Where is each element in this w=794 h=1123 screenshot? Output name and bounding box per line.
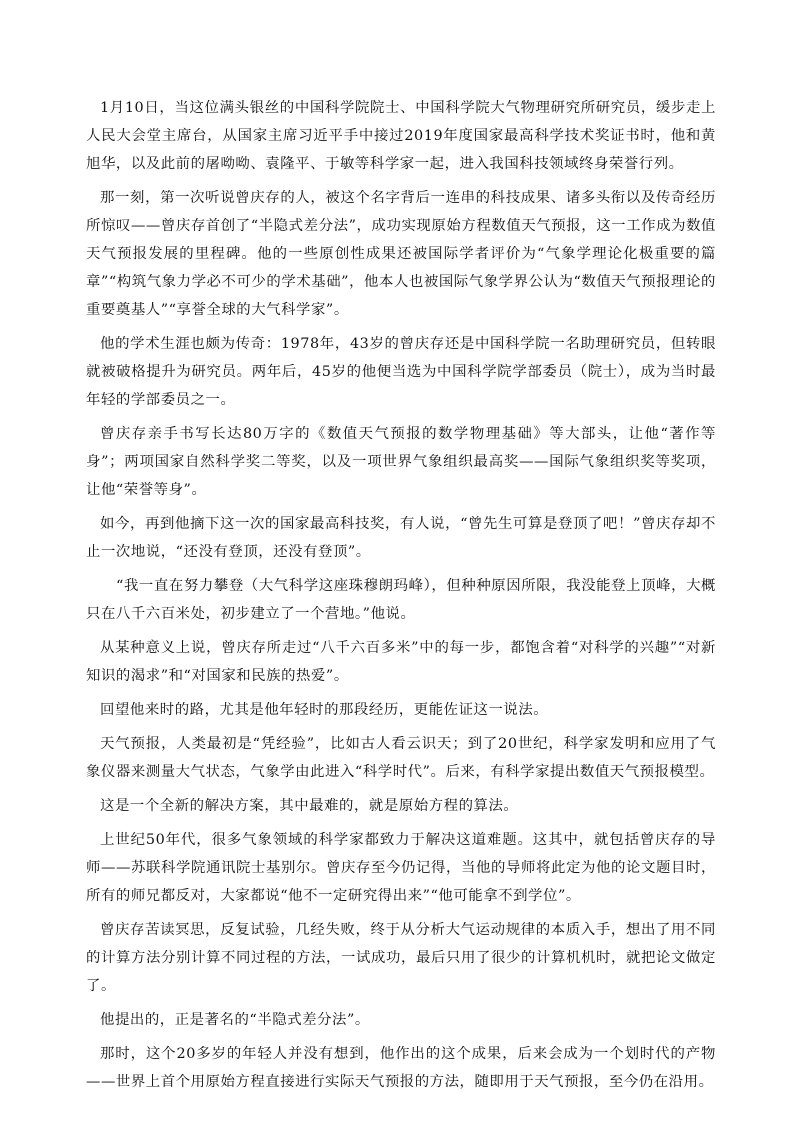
paragraph: 他的学术生涯也颇为传奇：1978年，43岁的曾庆存还是中国科学院一名助理研究员，但转眼就被破格提升为研究员。两年后，45岁的他便当选为中国科学院学部委员（院士），成为当时最年轻的学部委员之一。 [86,336,716,408]
paragraph: 从某种意义上说，曾庆存所走过“八千六百多米”中的每一步，都饱含着“对科学的兴趣”“对新知识的渴求”和“对国家和民族的热爱”。 [86,640,716,684]
paragraph: 如今，再到他摘下这一次的国家最高科技奖，有人说，“曾先生可算是登顶了吧！”曾庆存却不止一次地说，“还没有登顶，还没有登顶”。 [86,516,716,560]
paragraph: 曾庆存苦读冥思，反复试验，几经失败，终于从分析大气运动规律的本质入手，想出了用不同的计算方法分别计算不同过程的方法，一试成功，最后只用了很少的计算机机时，就把论文做定了。 [86,922,716,994]
quote-paragraph: “我一直在努力攀登（大气科学这座珠穆朗玛峰），但种种原因所限，我没能登上顶峰，大概只在八千六百米处，初步建立了一个营地。”他说。 [86,578,716,622]
paragraph: 他提出的，正是著名的“半隐式差分法”。 [100,1012,370,1028]
paragraph: 上世纪50年代，很多气象领域的科学家都致力于解决这道难题。这其中，就包括曾庆存的导师——苏联科学院通讯院士基别尔。曾庆存至今仍记得，当他的导师将此定为他的论文题目时，所有的师兄都反对，大家都说“他不一定研究得出来”“他可能拿不到学位”。 [86,832,716,904]
paragraph: 1月10日，当这位满头银丝的中国科学院院士、中国科学院大气物理研究所研究员，缓步走上人民大会堂主席台，从国家主席习近平手中接过2019年度国家最高科学技术奖证书时，他和黄旭华，以及此前的屠呦呦、袁隆平、于敏等科学家一起，进入我国科技领域终身荣誉行列。 [86,100,716,172]
paragraph: 那时，这个20多岁的年轻人并没有想到，他作出的这个成果，后来会成为一个划时代的产物——世界上首个用原始方程直接进行实际天气预报的方法，随即用于天气预报，至今仍在沿用。 [86,1046,716,1090]
paragraph: 回望他来时的路，尤其是他年轻时的那段经历，更能佐证这一说法。 [100,702,549,718]
paragraph: 那一刻，第一次听说曾庆存的人，被这个名字背后一连串的科技成果、诸多头衔以及传奇经历所惊叹——曾庆存首创了“半隐式差分法”，成功实现原始方程数值天气预报，这一工作成为数值天气预报发展的里程碑。他的一些原创性成果还被国际学者评价为“气象学理论化极重要的篇章”“构筑气象力学必不可少的学术基础”，他本人也被国际气象学界公认为“数值天气预报理论的重要奠基人”“享誉全球的大气科学家”。 [86,190,716,318]
paragraph: 这是一个全新的解决方案，其中最难的，就是原始方程的算法。 [100,798,519,814]
paragraph: 天气预报，人类最初是“凭经验”，比如古人看云识天；到了20世纪，科学家发明和应用了气象仪器来测量大气状态，气象学由此进入“科学时代”。后来，有科学家提出数值天气预报模型。 [86,736,716,780]
paragraph: 曾庆存亲手书写长达80万字的《数值天气预报的数学物理基础》等大部头，让他“著作等身”；两项国家自然科学奖二等奖，以及一项世界气象组织最高奖——国际气象组织奖等奖项，让他“荣誉等身”。 [86,426,716,498]
article-body [86,94,716,1102]
